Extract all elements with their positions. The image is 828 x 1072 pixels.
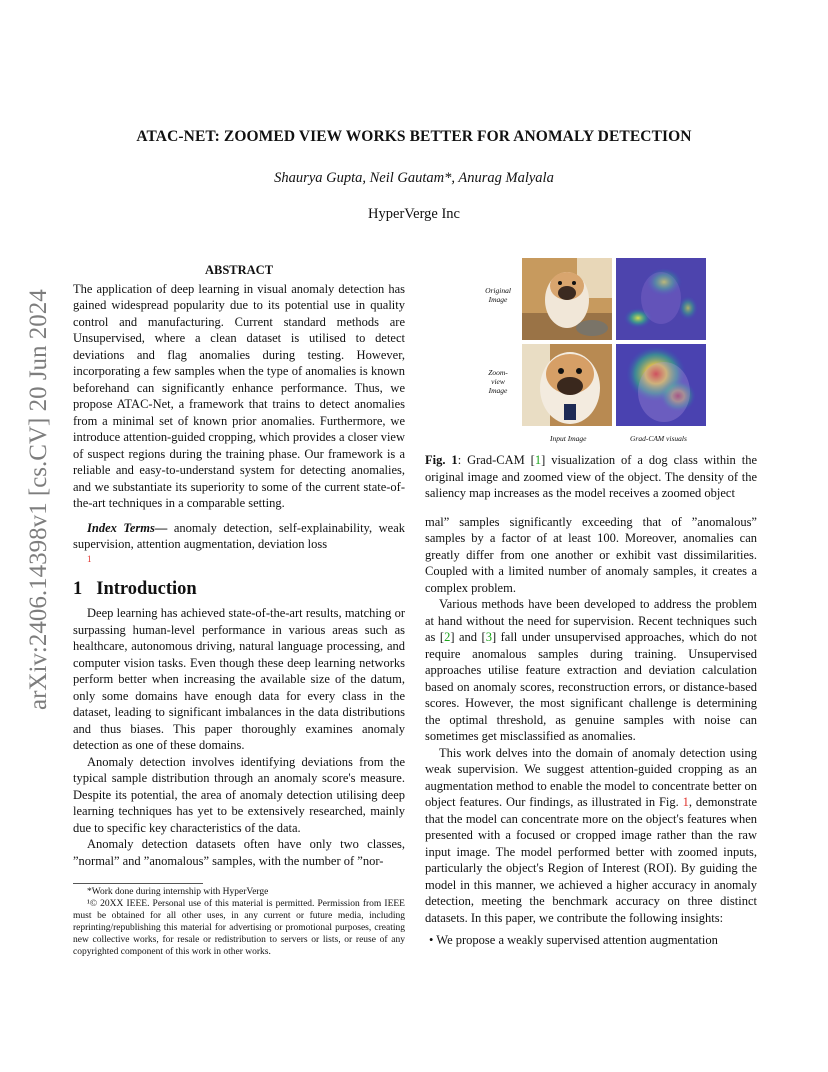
paper-title: ATAC-NET: ZOOMED VIEW WORKS BETTER FOR ANOMALY DETECTION (136, 128, 692, 145)
body-text: , demonstrate that the model can concentrate more on the object's features when presented with a focused or cropped image rather than the raw input image. The model performed better with zoomed inputs, particularly the object's Region of Interest (ROI). By guiding the model in this manner, we achieved a higher accuracy in anomaly detection, meeting the benchmark accuracy on three distinct datasets. In this paper, we contribute the following insights: (425, 795, 758, 925)
body-text: Various methods have been developed to address the problem at hand without the need for supervision. Recent techniques such as [ (425, 597, 757, 644)
affiliation: HyperVerge Inc (368, 206, 460, 222)
body-paragraph: mal” samples significantly exceeding that of ”anomalous” samples by a factor of at least 100. Moreover, anomalies can greatly differ from one another or exhibit vast dissimilarities. Coupled with a limited number of anomaly samples, it creates a complex problem. (425, 514, 757, 595)
intro-paragraph: Anomaly detection involves identifying deviations from the typical sample distribution through an anomaly score's measure. Despite its potential, the area of anomaly detection utilising deep learning techniques has yet to be extensively researched, mainly due to specific key characteristics of the data. (73, 754, 405, 835)
body-text: This work delves into the domain of anomaly detection using weak supervision. We suggest attention-guided cropping as an augmentation method to enable the model to concentrate better on object features. Our findings, as illustrated in Fig. (425, 745, 757, 809)
figure-caption (425, 452, 757, 502)
caption-text: : Grad-CAM [ (457, 453, 535, 467)
abstract-heading: ABSTRACT (204, 263, 274, 277)
body-paragraph (425, 745, 757, 927)
body-paragraph (425, 596, 757, 745)
section-heading (73, 578, 405, 599)
citation-link[interactable]: 2 (444, 630, 451, 644)
author-list: Shaurya Gupta, Neil Gautam*, Anurag Malyala (274, 170, 554, 186)
original-gradcam-image (616, 258, 706, 340)
left-column (73, 262, 405, 958)
index-terms-label: Index Terms— (87, 520, 168, 535)
footnote-rule (73, 883, 203, 884)
zoom-gradcam-image (616, 344, 706, 426)
column-label-input: Input Image (550, 434, 587, 443)
caption-text: ] visualization of a dog class within the original image and zoomed view of the object. The density of the saliency map increases as the model receives a zoomed object (425, 453, 758, 500)
figure-caption-label: Fig. 1 (425, 453, 458, 467)
section-number: 1 (73, 578, 83, 599)
footnote-star: *Work done during internship with HyperVerge (87, 887, 269, 897)
row-label-zoom: Zoom- view Image (488, 368, 508, 395)
contribution-bullet: • We propose a weakly supervised attention augmentation (429, 933, 718, 947)
intro-paragraph: Deep learning has achieved state-of-the-art results, matching or surpassing human-level performance in various areas such as healthcare, autonomous driving, natural language processing, and computer vision tasks. Even though these deep learning networks perform better when increasing the available size of the datum, only some domains have enough data for every class in the dataset, leading to significant imbalances in the data distributions and thus biases. This paper thoroughly examines anomaly detection as one of these domains. (73, 606, 405, 752)
original-input-image (522, 258, 612, 340)
section-title: Introduction (96, 578, 197, 599)
citation-link[interactable]: 3 (485, 630, 492, 644)
zoom-input-image (522, 344, 612, 426)
footnote-marker: 1 (87, 553, 92, 564)
footnote-copyright: ¹© 20XX IEEE. Personal use of this material is permitted. Permission from IEEE must be obtained for all other uses, in any current or future media, including reprinting/republishing this material for advertising or promotional purposes, creating new collective works, for resale or redistribution to servers or lists, or reuse of any copyrighted component of this work in other works. (73, 899, 405, 957)
index-terms-text: anomaly detection, self-explainability, weak supervision, attention augmentation, deviation loss (73, 520, 405, 551)
arxiv-identifier: arXiv:2406.14398v1 [cs.CV] 20 Jun 2024 (25, 289, 52, 710)
row-label-original: Original Image (485, 286, 511, 304)
right-column (425, 452, 757, 949)
figure-reference-link[interactable]: 1 (682, 795, 689, 809)
index-terms (73, 520, 405, 553)
intro-paragraph: Anomaly detection datasets often have only two classes, ”normal” and ”anomalous” samples, with the number of ”nor- (73, 837, 405, 868)
body-text: ] fall under unsupervised approaches, which do not require anomalous samples during training. Unsupervised approaches utilise feature extraction and deviation calculation based on anomaly scores, reconstruction errors, or distance-based scores. However, the most significant challenge is determining the optimal threshold, as genuine samples with noise can sometimes get misclassified as anomalies. (425, 630, 758, 743)
abstract-text: The application of deep learning in visual anomaly detection has gained widespread popularity due to its potential use in quality control and manufacturing. Current standard methods are Unsupervised, where a clean dataset is utilised to detect deviations and flag anomalies during testing. However, incorporating a few samples when the type of anomalies is known beforehand can significantly enhance performance. Thus, we propose ATAC-Net, a framework that trains to detect anomalies from a minimal set of known prior anomalies. Furthermore, we introduce attention-guided cropping, which provides a closer view of suspect regions during the training phase. Our framework is a reliable and easy-to-understand system for detecting anomalies, and we substantiate its superiority to some of the current state-of-the-art techniques in a comparable setting. (73, 281, 405, 510)
figure-1 (478, 258, 748, 448)
body-text: ] and [ (450, 630, 486, 644)
citation-link[interactable]: 1 (534, 453, 542, 467)
column-label-gradcam: Grad-CAM visuals (630, 434, 687, 443)
